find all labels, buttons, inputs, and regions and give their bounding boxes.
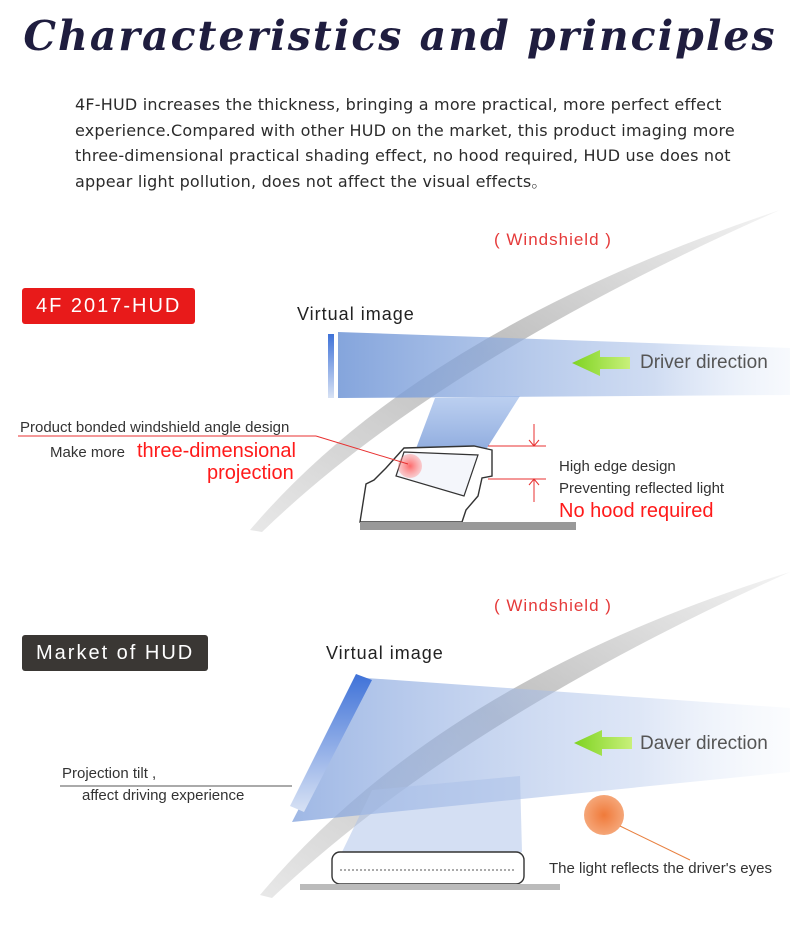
three-dimensional-label: three-dimensional xyxy=(137,440,296,462)
dashboard-line-bottom xyxy=(300,884,560,890)
reflection-dot-icon xyxy=(398,454,422,478)
page-title: Characteristics and principles xyxy=(23,12,777,60)
high-edge-label: High edge design xyxy=(559,458,676,475)
affect-driving-label: affect driving experience xyxy=(82,787,245,804)
virtual-image-label-bottom: Virtual image xyxy=(326,643,444,663)
intro-paragraph: 4F-HUD increases the thickness, bringing a more practical, more perfect effect experience.Compared with other HUD on the market, this product imaging more three-dimensional practical shading effect, no hood required, HUD use does not appear light pollution, does not affect the visual effects。 xyxy=(75,95,735,191)
reflection-dot-icon xyxy=(584,795,624,835)
daver-direction-label: Daver direction xyxy=(640,733,768,754)
projection-tilt-label: Projection tilt , xyxy=(62,765,157,782)
projection-label: projection xyxy=(207,462,294,484)
angle-design-label: Product bonded windshield angle design xyxy=(20,419,290,436)
make-more-label: Make more xyxy=(50,444,126,461)
virtual-image-bar-top xyxy=(328,334,334,398)
badge-market-hud: Market of HUD xyxy=(22,635,208,671)
dashboard-line-top xyxy=(360,522,576,530)
reflects-eyes-label: The light reflects the driver's eyes xyxy=(549,860,772,877)
virtual-image-label-top: Virtual image xyxy=(297,304,415,324)
badge-4f-hud: 4F 2017-HUD xyxy=(22,288,195,324)
windshield-label-top: ( Windshield ) xyxy=(494,230,612,249)
hud-device-icon xyxy=(332,852,524,884)
driver-direction-label: Driver direction xyxy=(640,352,768,373)
leader-line-reflect xyxy=(620,826,690,860)
windshield-label-bottom: ( Windshield ) xyxy=(494,596,612,615)
preventing-label: Preventing reflected light xyxy=(559,480,725,497)
no-hood-label: No hood required xyxy=(559,500,714,522)
